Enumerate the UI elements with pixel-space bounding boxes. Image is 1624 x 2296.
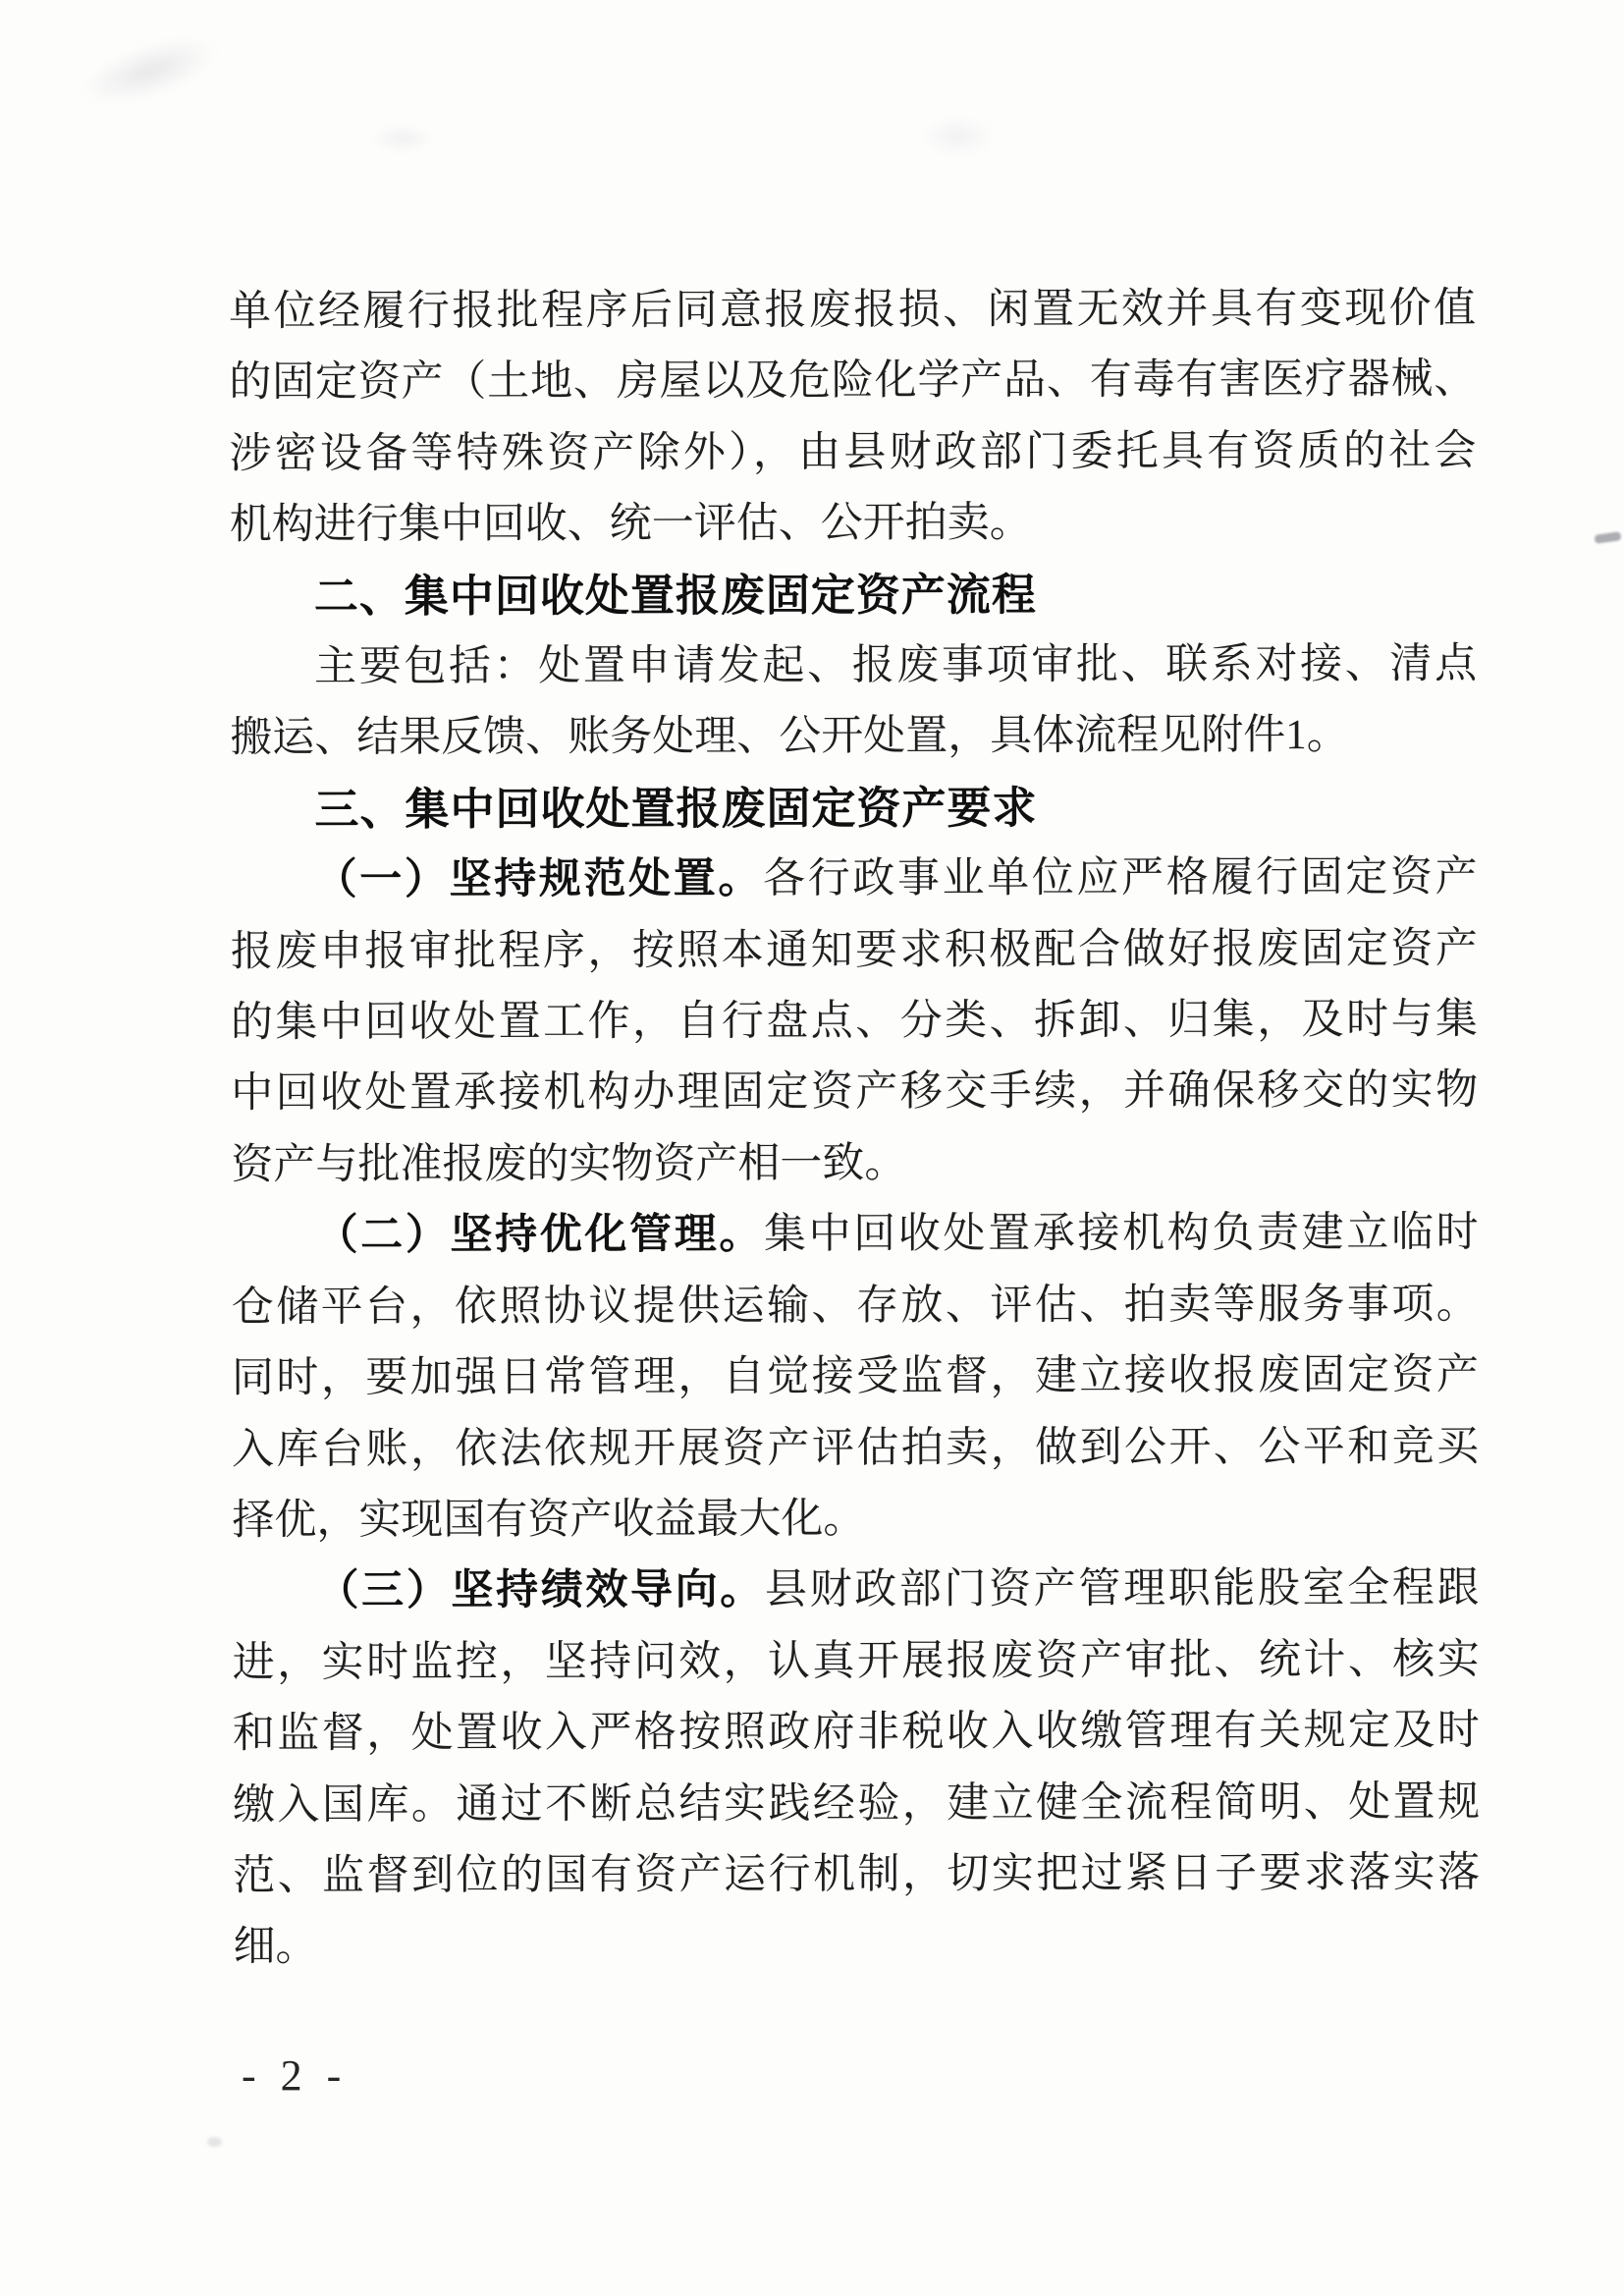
- text-block: [229, 274, 1481, 1984]
- clause-text: 各行政事业单位应严格履行固定资产: [762, 853, 1478, 902]
- text-line: 和监督，处置收入严格按照政府非税收入收缴管理有关规定及时: [232, 1707, 1480, 1758]
- text-line: 仓储平台，依照协议提供运输、存放、评估、拍卖等服务事项。: [231, 1281, 1479, 1331]
- text-line: 主要包括：处置申请发起、报废事项审批、联系对接、清点: [313, 640, 1478, 690]
- text-line: 搬运、结果反馈、账务处理、公开处置，具体流程见附件1。: [230, 712, 1349, 762]
- scan-artifact: [1595, 531, 1622, 544]
- clause-title: （一）坚持规范处置。: [314, 855, 764, 904]
- scan-artifact: [918, 116, 997, 157]
- clause-text: 集中回收处置承接机构负责建立临时: [763, 1209, 1479, 1258]
- clause-text: 县财政部门资产管理职能股室全程跟: [764, 1564, 1480, 1613]
- section-heading: 二、集中回收处置报废固定资产流程: [313, 569, 1037, 622]
- text-line: 同时，要加强日常管理，自觉接受监督，建立接收报废固定资产: [231, 1351, 1479, 1402]
- text-line: 的固定资产（土地、房屋以及危险化学产品、有毒有害医疗器械、: [229, 356, 1477, 407]
- scan-artifact: [207, 2137, 222, 2147]
- text-line: [231, 1198, 1478, 1273]
- text-line: 机构进行集中回收、统一评估、公开拍卖。: [229, 500, 1032, 549]
- section-heading: 三、集中回收处置报废固定资产要求: [314, 782, 1038, 835]
- text-line: 缴入国库。通过不断总结实践经验，建立健全流程简明、处置规: [233, 1778, 1481, 1829]
- text-line: 细。: [233, 1924, 318, 1971]
- scan-artifact: [371, 124, 434, 153]
- clause-title: （二）坚持优化管理。: [315, 1211, 765, 1260]
- scan-artifact: [75, 25, 226, 117]
- text-line: 中回收处置承接机构办理固定资产移交手续，并确保移交的实物: [231, 1067, 1479, 1118]
- text-line: 范、监督到位的国有资产运行机制，切实把过紧日子要求落实落: [233, 1849, 1481, 1899]
- page-number: - 2 -: [242, 2051, 349, 2100]
- text-line: 报废申报审批程序，按照本通知要求积极配合做好报废固定资产: [230, 925, 1478, 975]
- text-line: 的集中回收处置工作，自行盘点、分类、拆卸、归集，及时与集: [230, 996, 1479, 1047]
- text-line: 资产与批准报废的实物资产相一致。: [231, 1140, 907, 1188]
- text-line: 单位经履行报批程序后同意报废报损、闲置无效并具有变现价值: [229, 285, 1477, 335]
- text-line: 择优，实现国有资产收益最大化。: [232, 1496, 866, 1544]
- text-line: 入库台账，依法依规开展资产评估拍卖，做到公开、公平和竞买: [232, 1423, 1480, 1473]
- text-line: [232, 1554, 1479, 1628]
- text-line: 涉密设备等特殊资产除外），由县财政部门委托具有资质的社会: [229, 427, 1477, 477]
- clause-title: （三）坚持绩效导向。: [316, 1566, 765, 1615]
- text-line: 进，实时监控，坚持问效，认真开展报废资产审批、统计、核实: [232, 1636, 1480, 1686]
- text-line: [231, 843, 1478, 917]
